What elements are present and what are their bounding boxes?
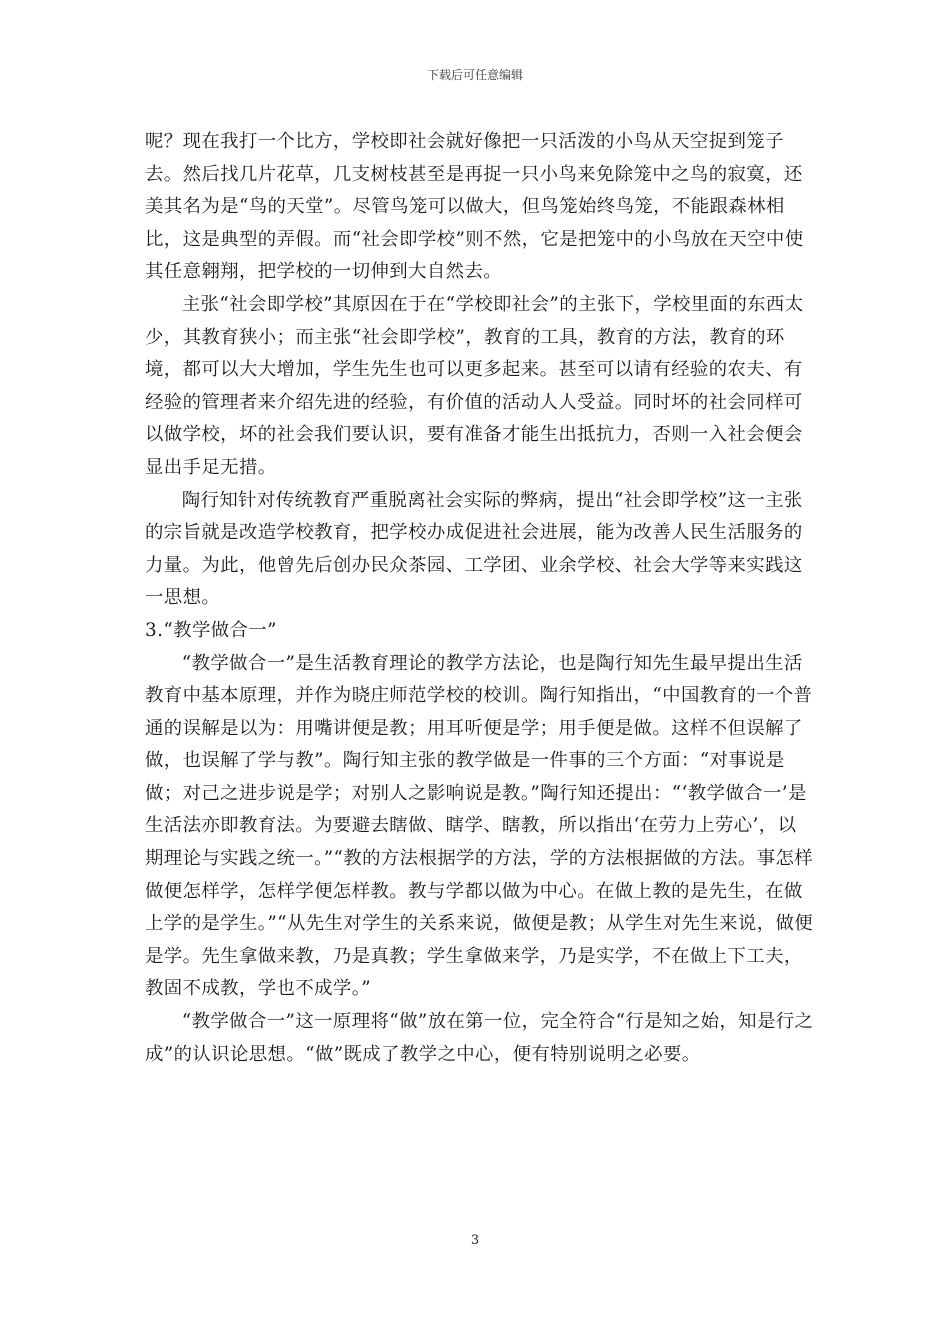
page-header: 下载后可任意编辑 xyxy=(426,68,523,82)
page-number: 3 xyxy=(470,1233,480,1248)
paragraph-doing-first: “教学做合一”这一原理将“做”放在第一位，完全符合“行是知之始，知是行之成”的认识论思想。“做”既成了教学之中心，便有特别说明之必要。 xyxy=(145,1011,814,1065)
paragraph-teach-learn-do: “教学做合一”是生活教育理论的教学方法论，也是陶行知先生最早提出生活教育中基本原理，并作为晓庄师范学校的校训。陶行知指出，“中国教育的一个普通的误解是以为：用嘴讲便是教；用耳听便是学；用手便是做。这样不但误解了做，也误解了学与教”。陶行知主张的教学做是一件事的三个方面：“对事说是做；对己之进步说是学；对别人之影响说是教。”陶行知还提出：“‘教学做合一’是生活法亦即教育法。为要避去瞎做、瞎学、瞎教，所以指出‘在劳力上劳心’，以期理论与实践之统一。”“教的方法根据学的方法，学的方法根据做的方法。事怎样做便怎样学，怎样学便怎样教。教与学都以做为中心。在做上教的是先生，在做上学的是学生。”“从先生对学生的关系来说，做便是教；从学生对先生来说，做便是学。先生拿做来教，乃是真教；学生拿做来学，乃是实学，不在做上下工夫，教固不成教，学也不成学。” xyxy=(145,652,814,1000)
paragraph-tao-xingzhi-purpose: 陶行知针对传统教育严重脱离社会实际的弊病，提出“社会即学校”这一主张的宗旨就是改造学校教育，把学校办成促进社会进展，能为改善人民生活服务的力量。为此，他曾先后创办民众茶园、工学团、业余学校、社会大学等来实践这一思想。 xyxy=(145,489,803,609)
paragraph-society-as-school: 主张“社会即学校”其原因在于在“学校即社会”的主张下，学校里面的东西太少，其教育狭小；而主张“社会即学校”，教育的工具，教育的方法，教育的环境，都可以大大增加，学生先生也可以更多起来。甚至可以请有经验的农夫、有经验的管理者来介绍先进的经验，有价值的活动人人受益。同时坏的社会同样可以做学校，坏的社会我们要认识，要有准备才能生出抵抗力，否则一入社会便会显出手足无措。 xyxy=(145,293,804,478)
paragraph-bird-cage-metaphor: 呢？现在我打一个比方，学校即社会就好像把一只活泼的小鸟从天空捉到笼子去。然后找几片花草，几支树枝甚至是再捉一只小鸟来免除笼中之鸟的寂寞，还美其名为是“鸟的天堂”。尽管鸟笼可以做大，但鸟笼始终鸟笼，不能跟森林相比，这是典型的弄假。而“社会即学校”则不然，它是把笼中的小鸟放在天空中使其任意翱翔，把学校的一切伸到大自然去。 xyxy=(145,131,804,283)
document-body xyxy=(145,126,815,1071)
section-heading: 3.“教学做合一” xyxy=(145,619,277,641)
